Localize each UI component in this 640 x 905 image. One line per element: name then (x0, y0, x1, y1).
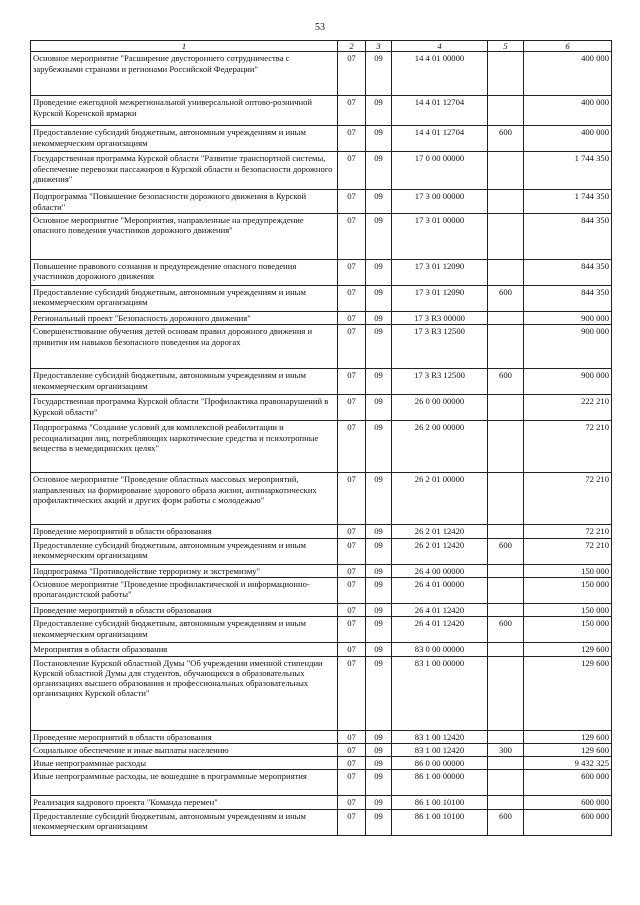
amount-cell: 600 000 (524, 796, 612, 809)
target-article-cell: 14 4 01 00000 (392, 52, 488, 96)
row-name-cell: Повышение правового сознания и предупреждение опасного поведения участников дорожного движения (31, 259, 338, 285)
section-code-cell: 07 (338, 617, 366, 643)
target-article-cell: 83 1 00 00000 (392, 656, 488, 730)
table-row (31, 730, 612, 743)
section-code-cell: 07 (338, 473, 366, 525)
subsection-code-cell: 09 (366, 369, 392, 395)
section-code-cell: 07 (338, 126, 366, 152)
table-row (31, 757, 612, 770)
expense-type-cell (488, 259, 524, 285)
target-article-cell: 83 0 00 00000 (392, 643, 488, 656)
section-code-cell: 07 (338, 564, 366, 577)
table-row (31, 770, 612, 796)
subsection-code-cell: 09 (366, 473, 392, 525)
expense-type-cell: 600 (488, 538, 524, 564)
expense-type-cell (488, 395, 524, 421)
row-name-cell: Предоставление субсидий бюджетным, автономным учреждениям и иным некоммерческим организациям (31, 126, 338, 152)
amount-cell: 900 000 (524, 311, 612, 324)
amount-cell: 129 600 (524, 743, 612, 756)
expense-type-cell (488, 190, 524, 214)
row-name-cell: Региональный проект "Безопасность дорожного движения" (31, 311, 338, 324)
target-article-cell: 17 3 R3 12500 (392, 325, 488, 369)
table-row (31, 643, 612, 656)
target-article-cell: 26 4 01 12420 (392, 603, 488, 616)
row-name-cell: Государственная программа Курской области "Профилактика правонарушений в Курской области" (31, 395, 338, 421)
subsection-code-cell: 09 (366, 421, 392, 473)
amount-cell: 400 000 (524, 126, 612, 152)
amount-cell: 400 000 (524, 52, 612, 96)
section-code-cell: 07 (338, 152, 366, 190)
amount-cell: 1 744 350 (524, 190, 612, 214)
amount-cell: 844 350 (524, 213, 612, 259)
row-name-cell: Основное мероприятие "Расширение двустороннего сотрудничества с зарубежными странами и регионами Российской Федерации" (31, 52, 338, 96)
target-article-cell: 26 2 01 00000 (392, 473, 488, 525)
expense-type-cell (488, 564, 524, 577)
target-article-cell: 17 3 01 00000 (392, 213, 488, 259)
section-code-cell: 07 (338, 757, 366, 770)
section-code-cell: 07 (338, 770, 366, 796)
column-header: 2 (338, 41, 366, 52)
column-header: 1 (31, 41, 338, 52)
target-article-cell: 26 4 01 00000 (392, 577, 488, 603)
row-name-cell: Подпрограмма "Противодействие терроризму и экстремизму" (31, 564, 338, 577)
target-article-cell: 86 1 00 10100 (392, 796, 488, 809)
amount-cell: 150 000 (524, 564, 612, 577)
section-code-cell: 07 (338, 285, 366, 311)
section-code-cell: 07 (338, 643, 366, 656)
table-row (31, 809, 612, 835)
table-row (31, 259, 612, 285)
expense-type-cell (488, 770, 524, 796)
subsection-code-cell: 09 (366, 213, 392, 259)
expense-type-cell: 600 (488, 126, 524, 152)
target-article-cell: 26 2 00 00000 (392, 421, 488, 473)
target-article-cell: 26 0 00 00000 (392, 395, 488, 421)
row-name-cell: Проведение мероприятий в области образования (31, 603, 338, 616)
table-row (31, 213, 612, 259)
target-article-cell: 17 3 00 00000 (392, 190, 488, 214)
row-name-cell: Основное мероприятие "Мероприятия, направленные на предупреждение опасного поведения участников дорожного движения" (31, 213, 338, 259)
page-number: 53 (315, 22, 325, 33)
table-row (31, 564, 612, 577)
subsection-code-cell: 09 (366, 564, 392, 577)
subsection-code-cell: 09 (366, 96, 392, 126)
section-code-cell: 07 (338, 796, 366, 809)
expense-type-cell: 600 (488, 617, 524, 643)
target-article-cell: 14 4 01 12704 (392, 126, 488, 152)
row-name-cell: Предоставление субсидий бюджетным, автономным учреждениям и иным некоммерческим организациям (31, 369, 338, 395)
amount-cell: 900 000 (524, 369, 612, 395)
amount-cell: 150 000 (524, 577, 612, 603)
table-row (31, 96, 612, 126)
amount-cell: 400 000 (524, 96, 612, 126)
expense-type-cell (488, 96, 524, 126)
column-header: 6 (524, 41, 612, 52)
amount-cell: 129 600 (524, 643, 612, 656)
section-code-cell: 07 (338, 311, 366, 324)
target-article-cell: 14 4 01 12704 (392, 96, 488, 126)
amount-cell: 72 210 (524, 421, 612, 473)
section-code-cell: 07 (338, 259, 366, 285)
expense-type-cell (488, 730, 524, 743)
target-article-cell: 86 1 00 10100 (392, 809, 488, 835)
section-code-cell: 07 (338, 325, 366, 369)
table-row (31, 52, 612, 96)
table-row (31, 656, 612, 730)
target-article-cell: 26 2 01 12420 (392, 525, 488, 538)
subsection-code-cell: 09 (366, 770, 392, 796)
section-code-cell: 07 (338, 525, 366, 538)
table-row (31, 473, 612, 525)
expense-type-cell: 600 (488, 369, 524, 395)
table-row (31, 525, 612, 538)
row-name-cell: Проведение мероприятий в области образования (31, 525, 338, 538)
row-name-cell: Предоставление субсидий бюджетным, автономным учреждениям и иным некоммерческим организациям (31, 617, 338, 643)
expense-type-cell (488, 52, 524, 96)
subsection-code-cell: 09 (366, 259, 392, 285)
subsection-code-cell: 09 (366, 577, 392, 603)
section-code-cell: 07 (338, 577, 366, 603)
subsection-code-cell: 09 (366, 285, 392, 311)
subsection-code-cell: 09 (366, 643, 392, 656)
expense-type-cell (488, 643, 524, 656)
row-name-cell: Проведение мероприятий в области образования (31, 730, 338, 743)
row-name-cell: Подпрограмма "Создание условий для комплексной реабилитации и ресоциализации лиц, потребляющих наркотические средства и психотропные вещества в немедицинских целях" (31, 421, 338, 473)
expense-type-cell: 300 (488, 743, 524, 756)
expense-type-cell (488, 311, 524, 324)
expense-type-cell (488, 325, 524, 369)
table-row (31, 369, 612, 395)
expense-type-cell (488, 656, 524, 730)
target-article-cell: 86 1 00 00000 (392, 770, 488, 796)
row-name-cell: Предоставление субсидий бюджетным, автономным учреждениям и иным некоммерческим организациям (31, 809, 338, 835)
section-code-cell: 07 (338, 538, 366, 564)
table-row (31, 285, 612, 311)
section-code-cell: 07 (338, 743, 366, 756)
row-name-cell: Социальное обеспечение и иные выплаты населению (31, 743, 338, 756)
table-row (31, 325, 612, 369)
subsection-code-cell: 09 (366, 730, 392, 743)
subsection-code-cell: 09 (366, 52, 392, 96)
amount-cell: 600 000 (524, 809, 612, 835)
subsection-code-cell: 09 (366, 809, 392, 835)
amount-cell: 150 000 (524, 617, 612, 643)
amount-cell: 844 350 (524, 259, 612, 285)
section-code-cell: 07 (338, 190, 366, 214)
budget-table (30, 40, 612, 836)
target-article-cell: 83 1 00 12420 (392, 730, 488, 743)
section-code-cell: 07 (338, 656, 366, 730)
row-name-cell: Предоставление субсидий бюджетным, автономным учреждениям и иным некоммерческим организациям (31, 538, 338, 564)
amount-cell: 150 000 (524, 603, 612, 616)
subsection-code-cell: 09 (366, 126, 392, 152)
amount-cell: 222 210 (524, 395, 612, 421)
column-header: 3 (366, 41, 392, 52)
table-row (31, 152, 612, 190)
subsection-code-cell: 09 (366, 311, 392, 324)
table-row (31, 190, 612, 214)
table-row (31, 743, 612, 756)
amount-cell: 72 210 (524, 473, 612, 525)
subsection-code-cell: 09 (366, 395, 392, 421)
subsection-code-cell: 09 (366, 617, 392, 643)
table-row (31, 796, 612, 809)
amount-cell: 129 600 (524, 656, 612, 730)
table-row (31, 421, 612, 473)
amount-cell: 600 000 (524, 770, 612, 796)
subsection-code-cell: 09 (366, 743, 392, 756)
subsection-code-cell: 09 (366, 190, 392, 214)
section-code-cell: 07 (338, 730, 366, 743)
target-article-cell: 17 3 R3 12500 (392, 369, 488, 395)
table-row (31, 538, 612, 564)
expense-type-cell (488, 525, 524, 538)
subsection-code-cell: 09 (366, 603, 392, 616)
subsection-code-cell: 09 (366, 796, 392, 809)
subsection-code-cell: 09 (366, 152, 392, 190)
target-article-cell: 17 3 R3 00000 (392, 311, 488, 324)
column-header: 5 (488, 41, 524, 52)
table-row (31, 311, 612, 324)
section-code-cell: 07 (338, 809, 366, 835)
table-row (31, 617, 612, 643)
row-name-cell: Подпрограмма "Повышение безопасности дорожного движения в Курской области" (31, 190, 338, 214)
table-row (31, 126, 612, 152)
expense-type-cell (488, 152, 524, 190)
subsection-code-cell: 09 (366, 325, 392, 369)
expense-type-cell (488, 796, 524, 809)
section-code-cell: 07 (338, 369, 366, 395)
target-article-cell: 83 1 00 12420 (392, 743, 488, 756)
expense-type-cell (488, 757, 524, 770)
target-article-cell: 26 2 01 12420 (392, 538, 488, 564)
amount-cell: 1 744 350 (524, 152, 612, 190)
column-header: 4 (392, 41, 488, 52)
amount-cell: 72 210 (524, 538, 612, 564)
target-article-cell: 26 4 00 00000 (392, 564, 488, 577)
section-code-cell: 07 (338, 213, 366, 259)
amount-cell: 9 432 325 (524, 757, 612, 770)
section-code-cell: 07 (338, 603, 366, 616)
row-name-cell: Реализация кадрового проекта "Команда перемен" (31, 796, 338, 809)
table-row (31, 603, 612, 616)
row-name-cell: Иные непрограммные расходы (31, 757, 338, 770)
row-name-cell: Предоставление субсидий бюджетным, автономным учреждениям и иным некоммерческим организациям (31, 285, 338, 311)
expense-type-cell (488, 603, 524, 616)
row-name-cell: Государственная программа Курской области "Развитие транспортной системы, обеспечение перевозки пассажиров в Курской области и безопасности дорожного движения" (31, 152, 338, 190)
section-code-cell: 07 (338, 96, 366, 126)
table-row (31, 395, 612, 421)
amount-cell: 844 350 (524, 285, 612, 311)
subsection-code-cell: 09 (366, 538, 392, 564)
target-article-cell: 17 0 00 00000 (392, 152, 488, 190)
expense-type-cell (488, 213, 524, 259)
expense-type-cell: 600 (488, 809, 524, 835)
amount-cell: 900 000 (524, 325, 612, 369)
section-code-cell: 07 (338, 421, 366, 473)
header-row (31, 41, 612, 52)
table-row (31, 577, 612, 603)
expense-type-cell: 600 (488, 285, 524, 311)
expense-type-cell (488, 577, 524, 603)
target-article-cell: 86 0 00 00000 (392, 757, 488, 770)
expense-type-cell (488, 473, 524, 525)
subsection-code-cell: 09 (366, 656, 392, 730)
row-name-cell: Совершенствование обучения детей основам правил дорожного движения и привития им навыков безопасного поведения на дорогах (31, 325, 338, 369)
target-article-cell: 17 3 01 12090 (392, 285, 488, 311)
amount-cell: 129 600 (524, 730, 612, 743)
section-code-cell: 07 (338, 52, 366, 96)
subsection-code-cell: 09 (366, 757, 392, 770)
row-name-cell: Постановление Курской областной Думы "Об учреждении именной стипендии Курской областной Думы для студентов, обучающихся в образовательных организациях высшего образования и профессиональных образовательных организациях Курской области" (31, 656, 338, 730)
target-article-cell: 26 4 01 12420 (392, 617, 488, 643)
target-article-cell: 17 3 01 12090 (392, 259, 488, 285)
row-name-cell: Мероприятия в области образования (31, 643, 338, 656)
row-name-cell: Проведение ежегодной межрегиональной универсальной оптово-розничной Курской Коренской ярмарки (31, 96, 338, 126)
row-name-cell: Основное мероприятие "Проведение профилактической и информационно-пропагандистской работы" (31, 577, 338, 603)
row-name-cell: Основное мероприятие "Проведение областных массовых мероприятий, направленных на формирование здорового образа жизни, антинаркотических профилактических акций и других форм работы с молодежью" (31, 473, 338, 525)
amount-cell: 72 210 (524, 525, 612, 538)
expense-type-cell (488, 421, 524, 473)
subsection-code-cell: 09 (366, 525, 392, 538)
section-code-cell: 07 (338, 395, 366, 421)
row-name-cell: Иные непрограммные расходы, не вошедшие в программные мероприятия (31, 770, 338, 796)
